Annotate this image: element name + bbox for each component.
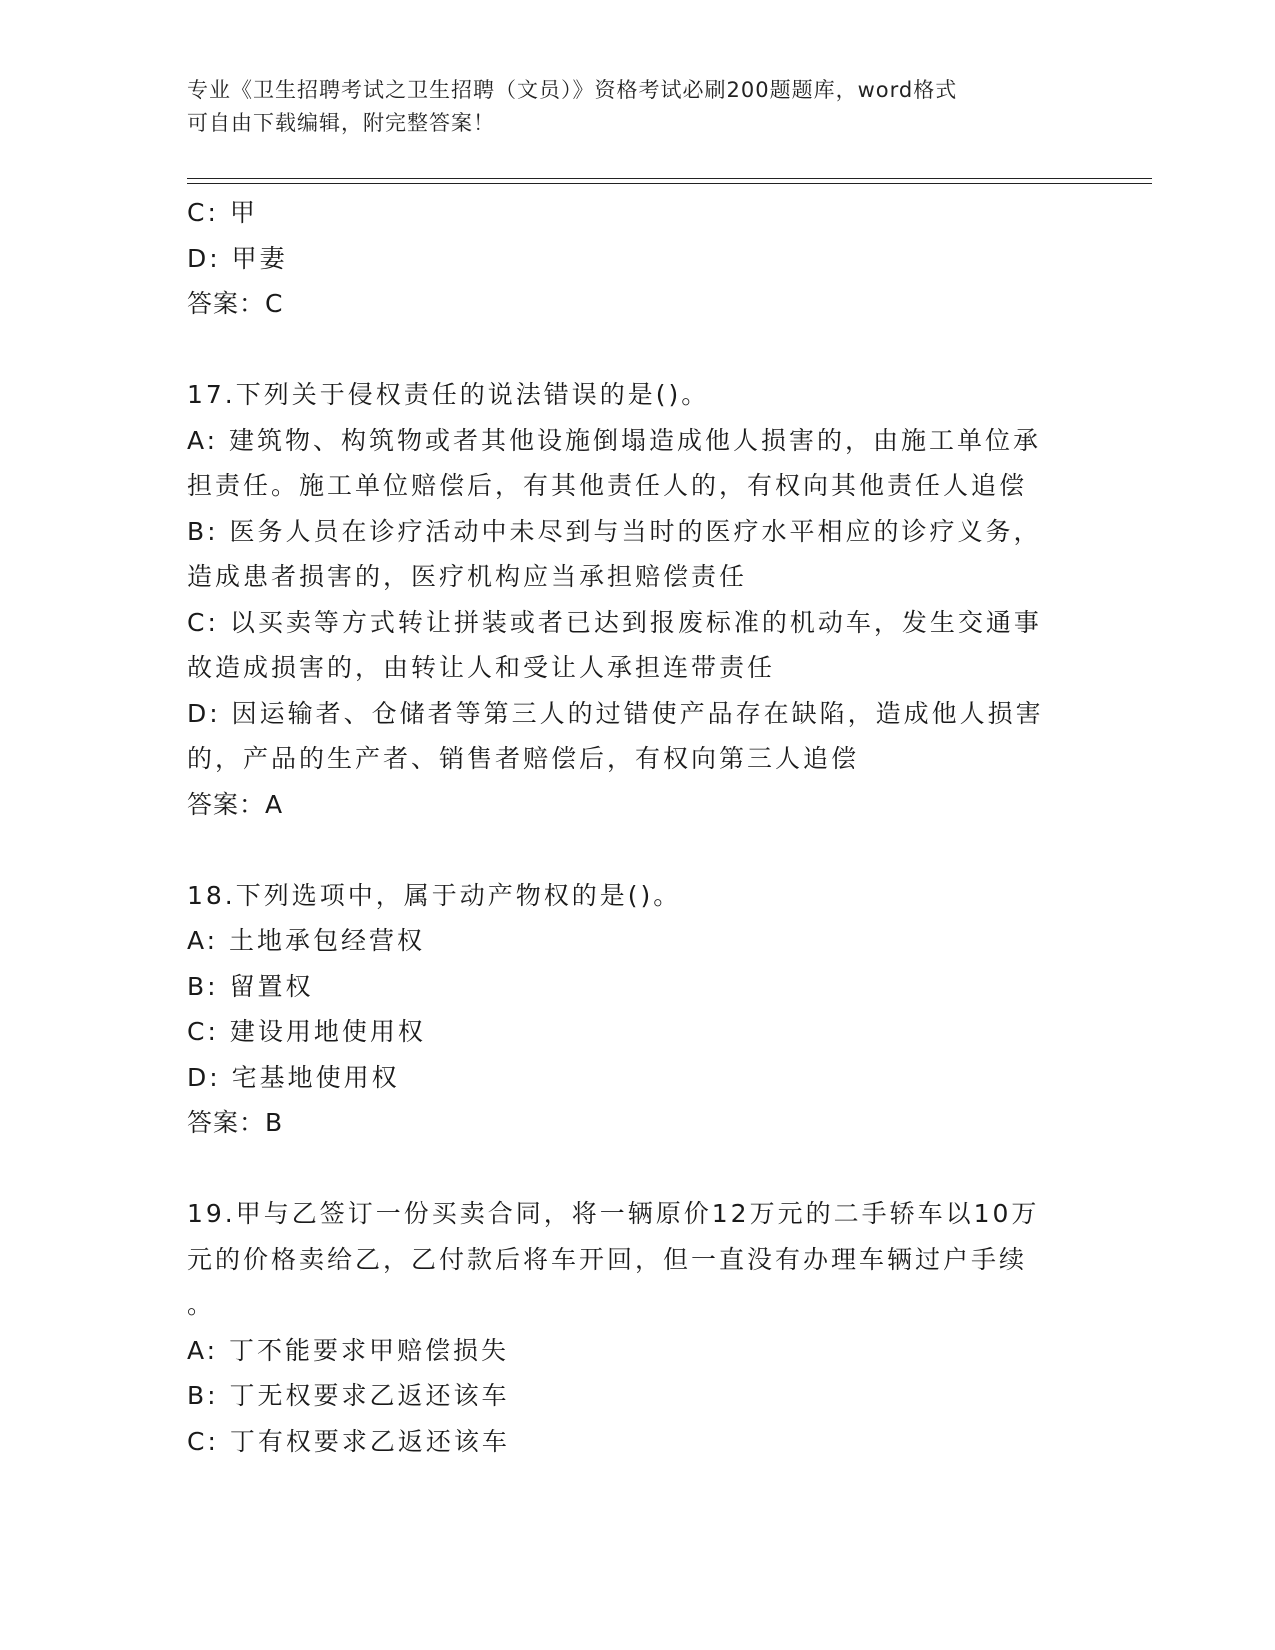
header-divider [187,178,1152,184]
option-c: C: 建设用地使用权 [187,1017,426,1046]
document-header [187,74,1067,140]
option-b-line-1: B: 医务人员在诊疗活动中未尽到与当时的医疗水平相应的诊疗义务， [187,516,1042,546]
option-d: D: 甲妻 [187,243,288,273]
option-c: C: 甲 [187,198,258,227]
question-stem-line-1: 19.甲与乙签订一份买卖合同，将一辆原价12万元的二手轿车以10万 [187,1199,1040,1228]
question-stem: 17.下列关于侵权责任的说法错误的是()。 [187,380,710,409]
question-stem-line-3: 。 [187,1290,216,1319]
option-b-line-2: 造成患者损害的，医疗机构应当承担赔偿责任 [187,562,748,591]
option-c-line-2: 故造成损害的，由转让人和受让人承担连带责任 [187,653,776,682]
question-19 [187,1191,1082,1464]
answer-line: 答案：C [187,289,284,318]
previous-question-tail [187,190,1082,327]
spacer [187,827,1082,873]
option-a: A: 丁不能要求甲赔偿损失 [187,1335,510,1365]
answer-line: 答案：A [187,789,284,819]
answer-line: 答案：B [187,1108,284,1137]
option-a: A: 土地承包经营权 [187,926,426,955]
question-stem: 18.下列选项中，属于动产物权的是()。 [187,880,682,910]
question-stem-line-2: 元的价格卖给乙，乙付款后将车开回，但一直没有办理车辆过户手续 [187,1244,1028,1274]
option-a-line-2: 担责任。施工单位赔偿后，有其他责任人的，有权向其他责任人追偿 [187,471,1028,500]
question-17 [187,372,1082,827]
header-line-1: 专业《卫生招聘考试之卫生招聘（文员）》资格考试必刷200题题库，word格式 [187,78,958,102]
option-c-line-1: C: 以买卖等方式转让拼装或者已达到报废标准的机动车，发生交通事 [187,607,1042,637]
option-c: C: 丁有权要求乙返还该车 [187,1426,510,1456]
question-18 [187,873,1082,1146]
option-d: D: 宅基地使用权 [187,1062,400,1092]
question-content [187,190,1082,1464]
option-d-line-2: 的，产品的生产者、销售者赔偿后，有权向第三人追偿 [187,744,860,773]
option-b: B: 丁无权要求乙返还该车 [187,1381,510,1410]
option-a-line-1: A: 建筑物、构筑物或者其他设施倒塌造成他人损害的，由施工单位承 [187,425,1042,455]
spacer [187,1146,1082,1192]
option-d-line-1: D: 因运输者、仓储者等第三人的过错使产品存在缺陷，造成他人损害 [187,698,1044,728]
option-b: B: 留置权 [187,971,314,1001]
header-line-2: 可自由下载编辑，附完整答案！ [187,111,495,135]
spacer [187,327,1082,373]
